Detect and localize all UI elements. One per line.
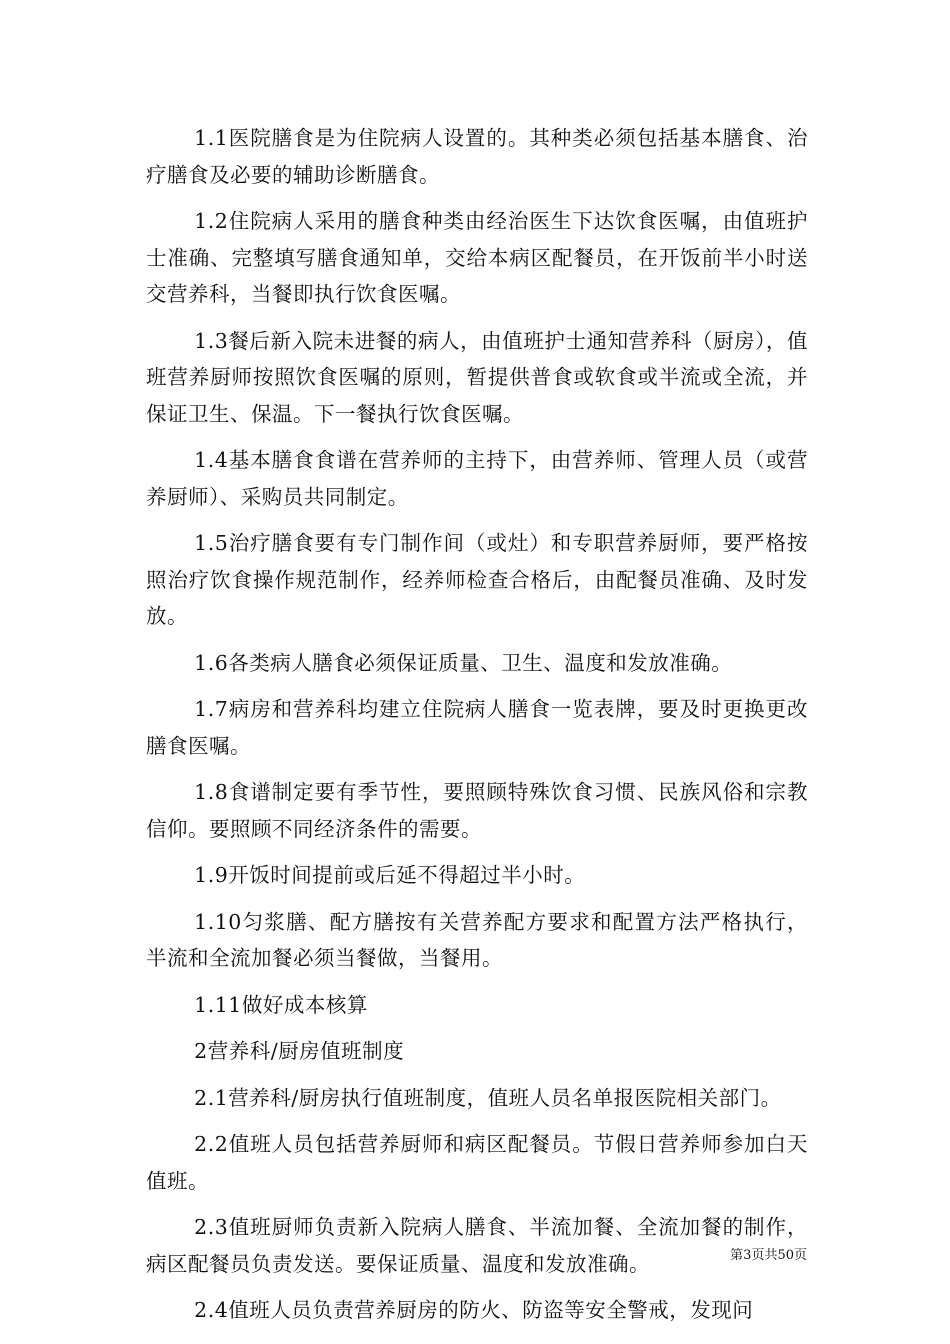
paragraph: 1.11做好成本核算 (194, 992, 368, 1017)
paragraph: 1.10匀浆膳、配方膳按有关营养配方要求和配置方法严格执行，半流和全流加餐必须当餐做，当餐用。 (146, 909, 808, 970)
paragraph: 1.9开饭时间提前或后延不得超过半小时。 (194, 863, 586, 887)
paragraph: 1.4基本膳食食谱在营养师的主持下，由营养师、管理人员（或营养厨师）、采购员共同制定。 (146, 448, 808, 509)
page-number: 第3页共50页 (730, 1248, 807, 1263)
paragraph: 2.3值班厨师负责新入院病人膳食、半流加餐、全流加餐的制作，病区配餐员负责发送。要保证质量、温度和发放准确。 (146, 1215, 808, 1276)
document-body (146, 120, 808, 1339)
paragraph: 1.8食谱制定要有季节性，要照顾特殊饮食习惯、民族风俗和宗教信仰。要照顾不同经济条件的需要。 (146, 780, 808, 841)
paragraph: 1.5治疗膳食要有专门制作间（或灶）和专职营养厨师，要严格按照治疗饮食操作规范制作，经养师检查合格后，由配餐员准确、及时发放。 (146, 531, 808, 628)
paragraph: 1.1医院膳食是为住院病人设置的。其种类必须包括基本膳食、治疗膳食及必要的辅助诊断膳食。 (146, 126, 808, 187)
paragraph: 1.6各类病人膳食必须保证质量、卫生、温度和发放准确。 (194, 650, 733, 675)
section-heading: 2营养科/厨房值班制度 (194, 1039, 405, 1063)
paragraph: 1.7病房和营养科均建立住院病人膳食一览表牌，要及时更换更改膳食医嘱。 (146, 697, 808, 758)
paragraph: 1.3餐后新入院未进餐的病人，由值班护士通知营养科（厨房），值班营养厨师按照饮食医嘱的原则，暂提供普食或软食或半流或全流，并保证卫生、保温。下一餐执行饮食医嘱。 (146, 328, 808, 426)
paragraph: 1.2住院病人采用的膳食种类由经治医生下达饮食医嘱，由值班护士准确、完整填写膳食通知单，交给本病区配餐员，在开饭前半小时送交营养科，当餐即执行饮食医嘱。 (146, 209, 808, 306)
paragraph: 2.4值班人员负责营养厨房的防火、防盗等安全警戒，发现问 (194, 1298, 754, 1322)
paragraph: 2.1营养科/厨房执行值班制度，值班人员名单报医院相关部门。 (194, 1085, 782, 1110)
paragraph: 2.2值班人员包括营养厨师和病区配餐员。节假日营养师参加白天值班。 (146, 1132, 808, 1193)
